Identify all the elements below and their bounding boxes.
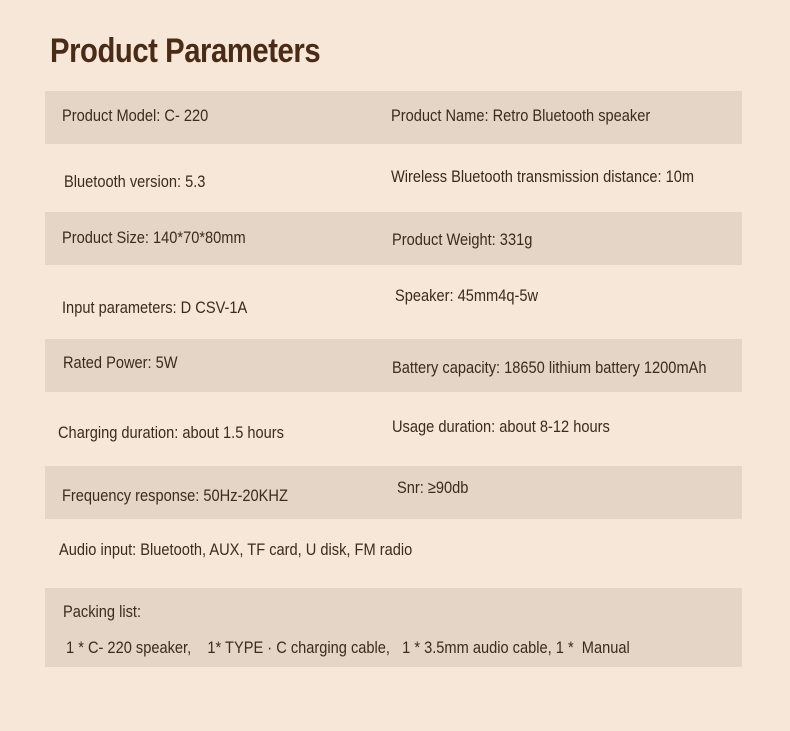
param-usage-duration: Usage duration: about 8-12 hours bbox=[392, 417, 610, 436]
param-battery-capacity: Battery capacity: 18650 lithium battery 1200mAh bbox=[392, 358, 707, 377]
param-product-model: Product Model: C- 220 bbox=[62, 106, 209, 125]
packing-list-label: Packing list: bbox=[63, 602, 142, 621]
param-frequency-response: Frequency response: 50Hz-20KHZ bbox=[62, 486, 288, 505]
packing-list-items: 1 * C- 220 speaker, 1* TYPE · C charging cable, 1 * 3.5mm audio cable, 1 * Manual bbox=[66, 638, 630, 657]
param-snr: Snr: ≥90db bbox=[397, 478, 469, 497]
param-bluetooth-version: Bluetooth version: 5.3 bbox=[64, 172, 206, 191]
param-product-size: Product Size: 140*70*80mm bbox=[62, 228, 246, 247]
param-audio-input: Audio input: Bluetooth, AUX, TF card, U disk, FM radio bbox=[59, 540, 413, 559]
param-transmission-distance: Wireless Bluetooth transmission distance: 10m bbox=[391, 167, 695, 186]
param-product-name: Product Name: Retro Bluetooth speaker bbox=[391, 106, 651, 125]
page-title: Product Parameters bbox=[50, 32, 321, 70]
param-speaker: Speaker: 45mm4q-5w bbox=[395, 286, 539, 305]
param-rated-power: Rated Power: 5W bbox=[63, 353, 178, 372]
param-input-parameters: Input parameters: D CSV-1A bbox=[62, 298, 248, 317]
param-charging-duration: Charging duration: about 1.5 hours bbox=[58, 423, 284, 442]
param-product-weight: Product Weight: 331g bbox=[392, 230, 533, 249]
